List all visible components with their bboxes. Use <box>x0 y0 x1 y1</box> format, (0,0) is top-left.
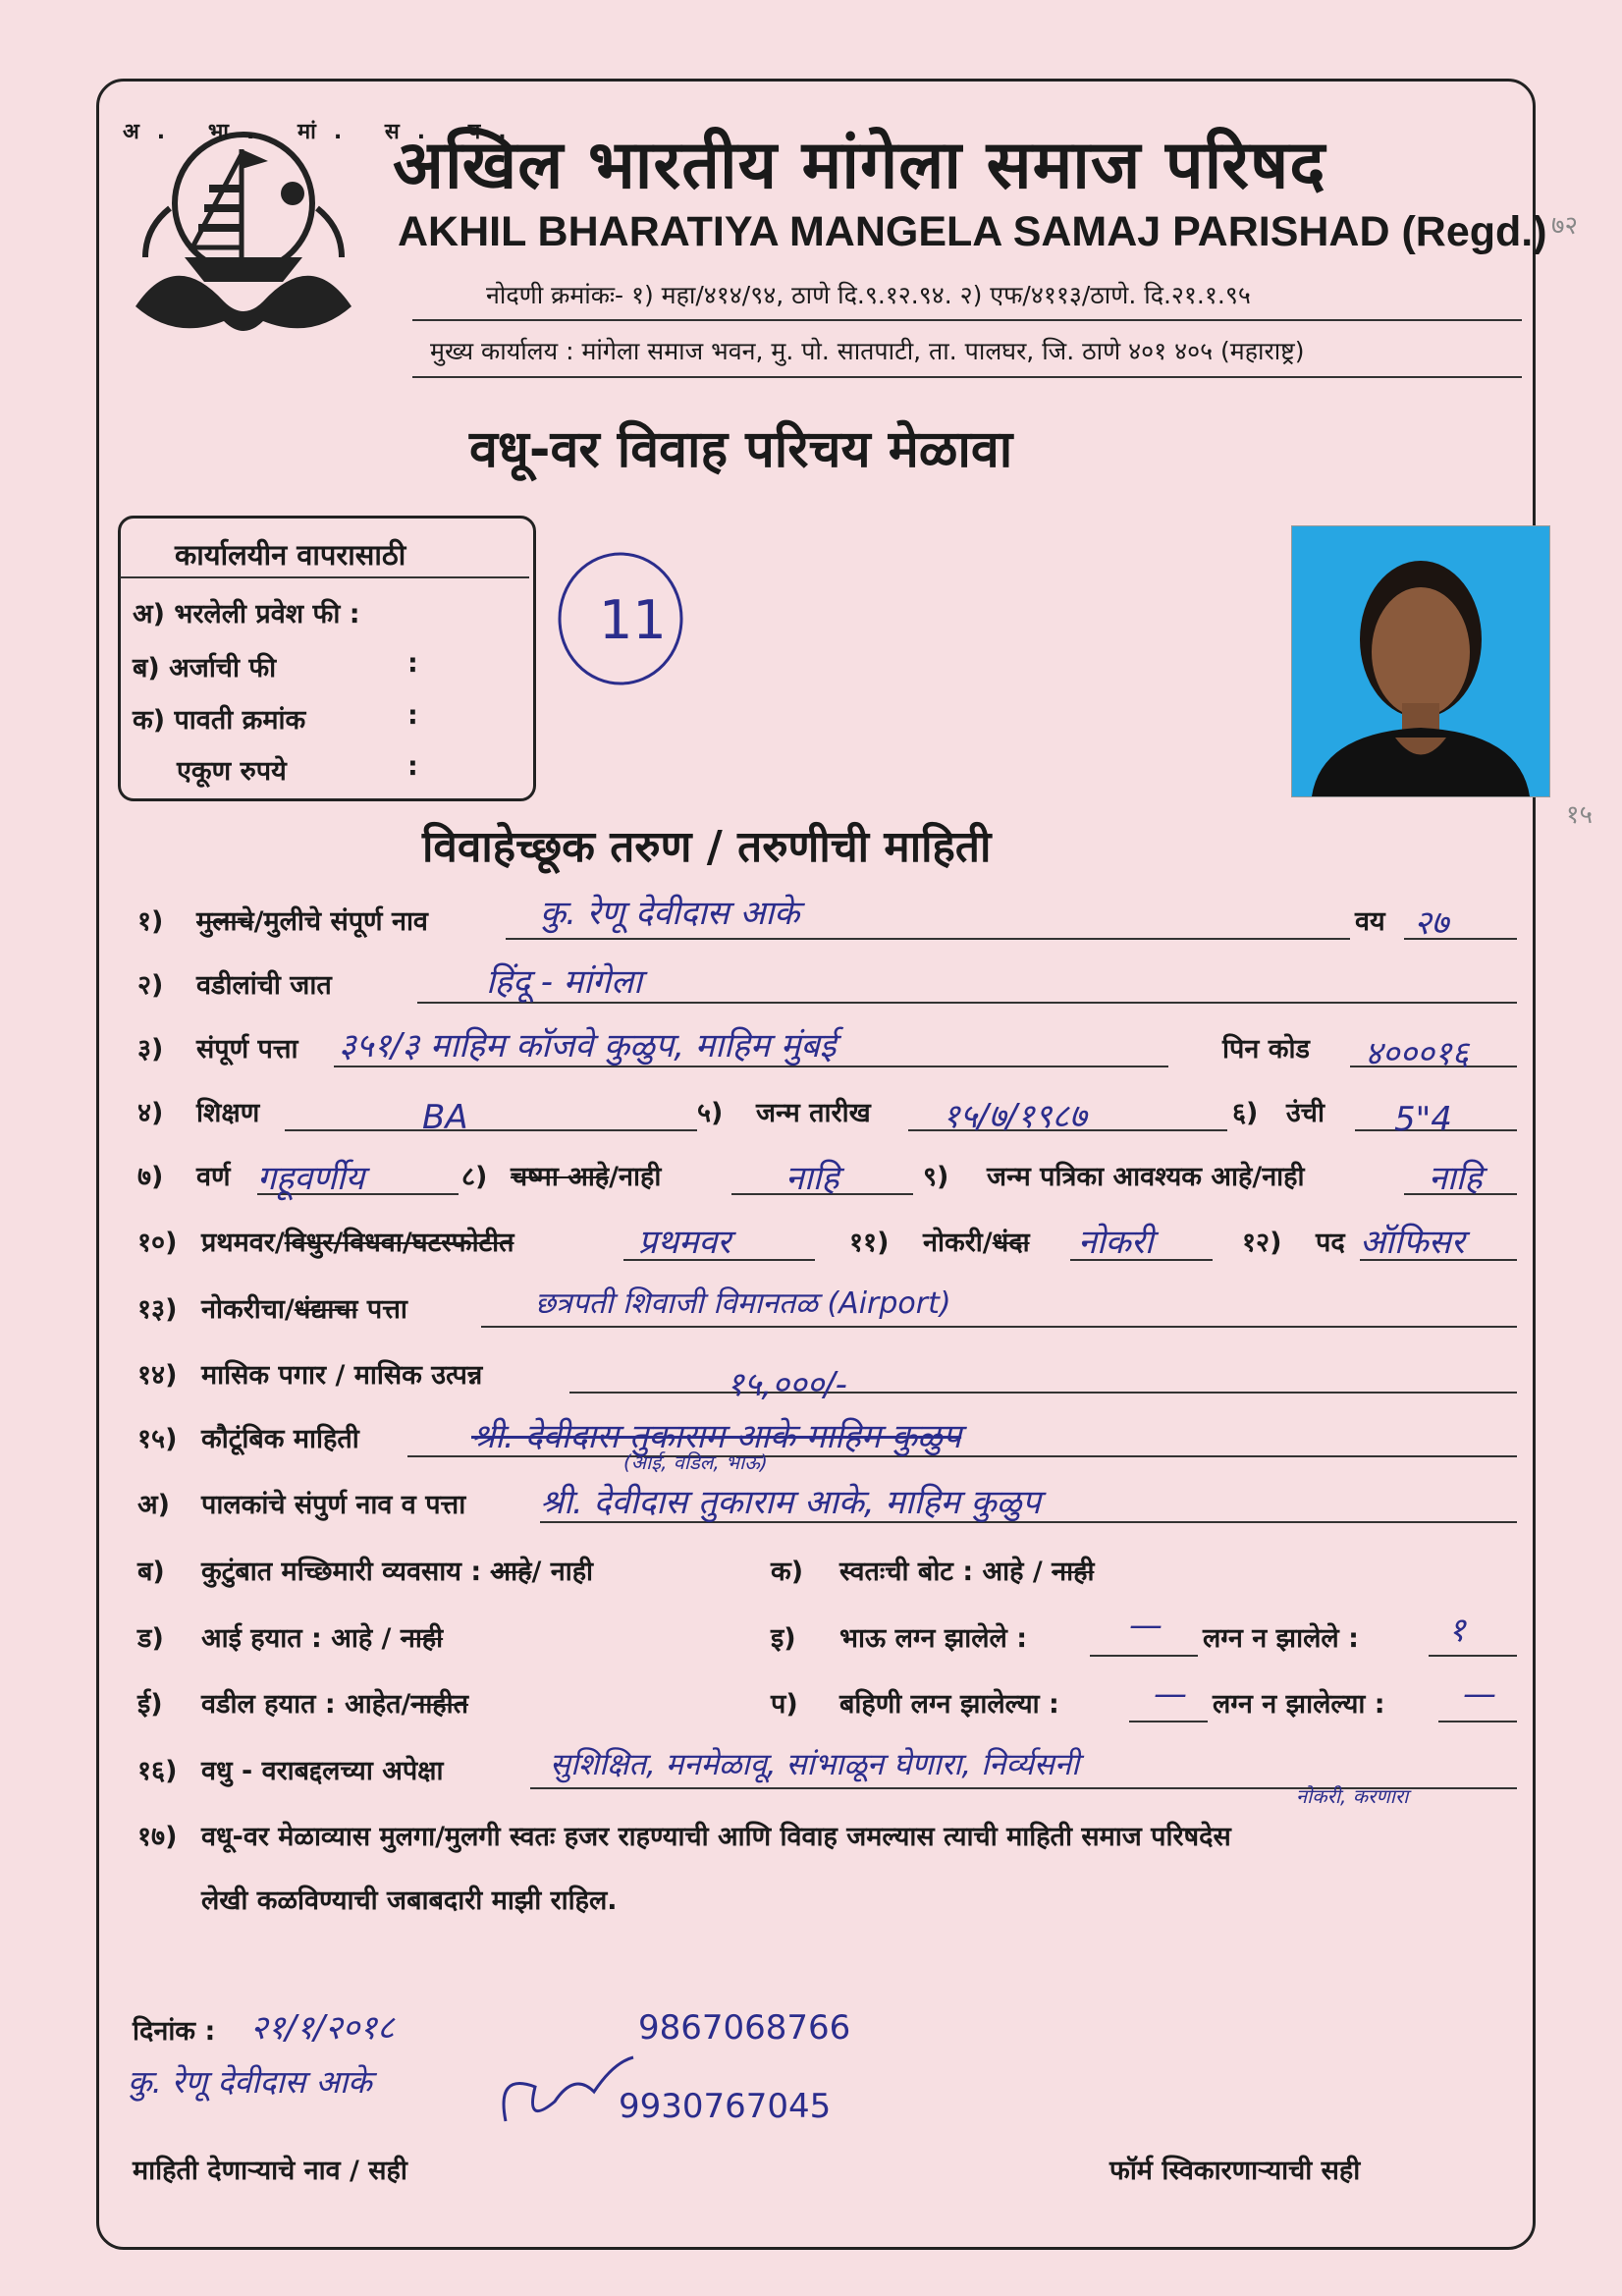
answer-line <box>1129 1721 1208 1722</box>
item-number: ४) <box>137 1098 164 1128</box>
item-number: अ) <box>137 1490 170 1520</box>
office-use-row: ब) अर्जाची फी <box>133 653 277 683</box>
birthdate-label: जन्म तारीख <box>756 1098 871 1128</box>
own-boat-label: स्वतःची बोट : आहे / नाही <box>839 1557 1095 1587</box>
portrait-image <box>1292 526 1549 796</box>
education-value: BA <box>422 1098 468 1137</box>
name-label: मुलाचे/मुलीचे संपूर्ण नाव <box>196 906 428 937</box>
sisters-unmarried-value: — <box>1463 1674 1496 1714</box>
office-use-divider <box>120 576 529 578</box>
expectations-value-note: नोकरी, करणारा <box>1296 1784 1409 1808</box>
declaration-text-continued: लेखी कळविण्याची जबाबदारी माझी राहिल. <box>201 1886 618 1916</box>
item-number: प) <box>771 1689 798 1720</box>
margin-mark: ७२ <box>1551 211 1579 241</box>
family-info-value: श्री. देवीदास तुकाराम आके माहिम कुळुप <box>471 1417 962 1456</box>
address-value: ३५१/३ माहिम कॉजवे कुळुप, माहिम मुंबई <box>339 1026 837 1066</box>
answer-line <box>285 1129 697 1131</box>
item-number: १७) <box>137 1822 178 1852</box>
applicant-photo <box>1291 525 1550 797</box>
horoscope-label: जन्म पत्रिका आवश्यक आहे/नाही <box>987 1162 1305 1192</box>
informant-signature-label: माहिती देणाऱ्याचे नाव / सही <box>133 2156 407 2186</box>
designation-value: ऑफिसर <box>1360 1223 1465 1262</box>
age-value: २७ <box>1414 903 1449 943</box>
caste-value: हिंदू - मांगेला <box>486 962 642 1002</box>
item-number: ब) <box>137 1557 165 1587</box>
header-divider <box>412 319 1522 321</box>
brothers-married-value: — <box>1129 1606 1162 1645</box>
spectacles-value: नाहि <box>785 1159 839 1198</box>
sisters-married-value: — <box>1154 1674 1187 1714</box>
item-number: २) <box>137 970 164 1001</box>
item-number: ८) <box>461 1162 488 1192</box>
margin-mark: १५ <box>1566 800 1594 830</box>
father-alive-label: वडील हयात : आहेत/नाहीत <box>201 1689 469 1720</box>
family-info-label: कौटूंबिक माहिती <box>201 1424 359 1454</box>
answer-line <box>481 1326 1517 1328</box>
office-use-colon: : <box>407 751 418 782</box>
item-number: इ) <box>771 1623 796 1654</box>
address-label: संपूर्ण पत्ता <box>196 1034 298 1065</box>
office-use-colon: : <box>407 648 418 679</box>
spectacles-label: चष्मा आहे/नाही <box>511 1162 662 1192</box>
item-number: ११) <box>849 1228 890 1258</box>
occupation-label: नोकरी/धंदा <box>923 1228 1030 1258</box>
guardian-label: पालकांचे संपुर्ण नाव व पत्ता <box>201 1490 466 1520</box>
answer-line <box>569 1392 1517 1394</box>
date-value: २१/१/२०१८ <box>250 2008 395 2048</box>
registration-number: नोदणी क्रमांकः- १) महा/४१४/९४, ठाणे दि.९.१२.९४. २) एफ/४११३/ठाणे. दि.२१.१.९५ <box>486 281 1251 309</box>
organization-title-marathi: अखिल भारतीय मांगेला समाज परिषद <box>393 127 1326 204</box>
item-number: १५) <box>137 1424 178 1454</box>
organization-title-english: AKHIL BHARATIYA MANGELA SAMAJ PARISHAD (Regd.) <box>398 208 1547 255</box>
marital-status-value: प्रथमवर <box>638 1223 731 1262</box>
item-number: १२) <box>1242 1228 1282 1258</box>
complexion-label: वर्ण <box>196 1162 231 1192</box>
education-label: शिक्षण <box>196 1098 260 1128</box>
item-number: १६) <box>137 1756 178 1786</box>
office-use-title: कार्यालयीन वापरासाठी <box>175 538 406 572</box>
brothers-unmarried-label: लग्न न झालेले : <box>1203 1623 1359 1654</box>
designation-label: पद <box>1316 1228 1345 1258</box>
horoscope-value: नाहि <box>1429 1159 1483 1198</box>
item-number: ३) <box>137 1034 164 1065</box>
pincode-label: पिन कोड <box>1222 1034 1310 1065</box>
declaration-text: वधू-वर मेळाव्यास मुलगा/मुलगी स्वतः हजर राहण्याची आणि विवाह जमल्यास त्याची माहिती समाज परिषदेस <box>201 1822 1231 1852</box>
brothers-unmarried-value: १ <box>1448 1611 1466 1650</box>
item-number: ५) <box>697 1098 724 1128</box>
answer-line <box>506 938 1350 940</box>
complexion-value: गहूवर्णीय <box>257 1159 365 1198</box>
receiver-signature-label: फॉर्म स्विकारणाऱ्याची सही <box>1109 2156 1361 2186</box>
fishing-business-label: कुटुंबात मच्छिमारी व्यवसाय : आहे/ नाही <box>201 1557 594 1587</box>
item-number: १) <box>137 906 164 937</box>
office-use-colon: : <box>407 700 418 731</box>
item-number: ड) <box>137 1623 164 1654</box>
expectations-label: वधु - वराबद्दलच्या अपेक्षा <box>201 1756 444 1786</box>
item-number: ई) <box>137 1689 163 1720</box>
birthdate-value: १५/७/१९८७ <box>943 1097 1087 1136</box>
answer-line <box>1429 1655 1517 1657</box>
sisters-married-label: बहिणी लग्न झालेल्या : <box>839 1689 1059 1720</box>
item-number: ९) <box>923 1162 949 1192</box>
answer-line <box>1090 1655 1198 1657</box>
guardian-value: श्री. देवीदास तुकाराम आके, माहिम कुळुप <box>540 1483 1041 1522</box>
family-info-note: (आई, वडिल, भाऊ) <box>623 1450 768 1474</box>
workplace-label: नोकरीचा/धंद्याचा पत्ता <box>201 1294 407 1325</box>
caste-label: वडीलांची जात <box>196 970 332 1001</box>
marital-status-label: प्रथमवर/विधुर/विधवा/घटस्फोटीत <box>201 1228 514 1258</box>
answer-line <box>1438 1721 1517 1722</box>
office-use-row: क) पावती क्रमांक <box>133 705 306 736</box>
salary-label: मासिक पगार / मासिक उत्पन्न <box>201 1360 483 1391</box>
height-label: उंची <box>1286 1098 1325 1128</box>
applicant-name-value: कु. रेणू देवीदास आके <box>128 2063 372 2101</box>
event-title: वधू-वर विवाह परिचय मेळावा <box>469 420 1013 479</box>
item-number: १३) <box>137 1294 178 1325</box>
ship-logo-icon <box>116 110 371 355</box>
head-office-address: मुख्य कार्यालय : मांगेला समाज भवन, मु. पो. सातपाटी, ता. पालघर, जि. ठाणे ४०१ ४०५ (महाराष्ट्र) <box>430 337 1305 365</box>
pincode-value: ४०००१६ <box>1365 1034 1470 1073</box>
item-number: ६) <box>1232 1098 1259 1128</box>
height-value: 5"4 <box>1394 1100 1452 1139</box>
phone-number-1: 9867068766 <box>638 2008 851 2048</box>
office-use-row: अ) भरलेली प्रवेश फी : <box>133 599 360 629</box>
item-number: १०) <box>137 1228 178 1258</box>
section-title: विवाहेच्छूक तरुण / तरुणीची माहिती <box>422 822 992 872</box>
circled-number: 11 <box>599 589 667 651</box>
salary-value: १५,०००/- <box>727 1365 847 1404</box>
item-number: ७) <box>137 1162 164 1192</box>
logo-text: अ. भा. मां. स. प. <box>123 120 524 144</box>
office-use-row: एकूण रुपये <box>177 756 287 787</box>
item-number: क) <box>771 1557 804 1587</box>
age-label: वय <box>1355 906 1385 937</box>
full-name-value: कु. रेणू देवीदास आके <box>540 894 800 933</box>
sisters-unmarried-label: लग्न न झालेल्या : <box>1213 1689 1385 1720</box>
phone-number-2: 9930767045 <box>619 2087 832 2126</box>
brothers-married-label: भाऊ लग्न झालेले : <box>839 1623 1028 1654</box>
mother-alive-label: आई हयात : आहे / नाही <box>201 1623 444 1654</box>
header-divider <box>412 376 1522 378</box>
date-label: दिनांक : <box>133 2016 216 2047</box>
item-number: १४) <box>137 1360 178 1391</box>
expectations-value: सुशिक्षित, मनमेळावू, सांभाळून घेणारा, निर्व्यसनी <box>550 1747 1080 1782</box>
workplace-value: छत्रपती शिवाजी विमानतळ (Airport) <box>535 1286 951 1321</box>
occupation-value: नोकरी <box>1078 1223 1154 1262</box>
